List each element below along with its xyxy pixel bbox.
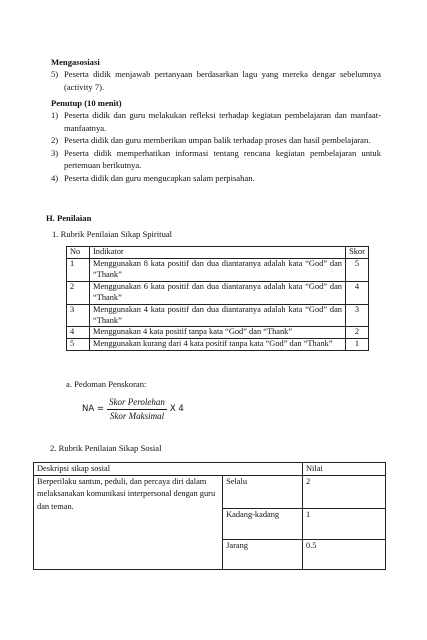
list-item-text: Peserta didik dan guru memberikan umpan balik terhadap proses dan hasil pembelajaran. xyxy=(64,135,371,146)
cell-indikator: Menggunakan kurang dari 4 kata positif tanpa kata “God” dan “Thank” xyxy=(90,339,346,351)
cell-skor: 3 xyxy=(346,304,369,327)
cell-skor: 2 xyxy=(346,327,369,339)
cell-indikator: Menggunakan 4 kata positif tanpa kata “God” dan “Thank” xyxy=(90,327,346,339)
table-header-row xyxy=(34,463,386,476)
formula-denominator: Skor Maksimal xyxy=(109,411,165,422)
list-item-text: Peserta didik memperhatikan informasi tentang rencana kegiatan pembelajaran untuk pertemuan berikutnya. xyxy=(64,147,381,171)
table-row xyxy=(67,339,369,351)
header-nilai: Nilai xyxy=(303,463,386,476)
list-item-number: 2) xyxy=(51,135,59,146)
list-item xyxy=(51,172,381,184)
spiritual-rubric-table xyxy=(66,246,369,351)
list-item-text: Peserta didik dan guru mengucapkan salam perpisahan. xyxy=(64,172,255,183)
cell-skor: 1 xyxy=(346,339,369,351)
rubric1-title: 1. Rubrik Penilaian Sikap Spiritual xyxy=(52,229,173,239)
list-item xyxy=(51,68,381,93)
cell-no: 5 xyxy=(67,339,90,351)
list-item xyxy=(51,134,381,146)
penilaian-heading: H. Penilaian xyxy=(46,213,92,223)
cell-frequency: Kadang-kadang xyxy=(223,509,303,540)
penutup-section xyxy=(51,97,381,184)
formula-rhs: X 4 xyxy=(169,404,184,415)
table-row xyxy=(34,476,386,509)
table-row xyxy=(67,258,369,281)
list-item-number: 1) xyxy=(51,110,59,121)
cell-frequency: Selalu xyxy=(223,476,303,509)
table-row xyxy=(67,281,369,304)
header-skor: Skor xyxy=(346,247,369,259)
cell-skor: 5 xyxy=(346,258,369,281)
mengasosiasi-section xyxy=(51,56,381,93)
formula-fraction xyxy=(107,396,167,423)
penutup-heading: Penutup (10 menit) xyxy=(51,98,122,108)
cell-indikator: Menggunakan 8 kata positif dan dua diantaranya adalah kata “God” dan “Thank” xyxy=(90,258,346,281)
cell-indikator: Menggunakan 4 kata positif dan dua diantaranya adalah kata “God” dan “Thank” xyxy=(90,304,346,327)
header-deskripsi: Deskripsi sikap sosial xyxy=(34,463,303,476)
header-no: No xyxy=(67,247,90,259)
cell-no: 3 xyxy=(67,304,90,327)
list-item xyxy=(51,109,381,134)
list-item-number: 4) xyxy=(51,172,59,183)
score-formula xyxy=(82,396,184,423)
table-header-row xyxy=(67,247,369,259)
header-indikator: Indikator xyxy=(90,247,346,259)
cell-no: 4 xyxy=(67,327,90,339)
cell-indikator: Menggunakan 6 kata positif dan dua diantaranya adalah kata “God” dan “Thank” xyxy=(90,281,346,304)
list-item-number: 5) xyxy=(51,69,59,80)
cell-frequency: Jarang xyxy=(223,540,303,570)
cell-nilai: 0.5 xyxy=(303,540,386,570)
formula-lhs: NA = xyxy=(82,404,104,415)
list-item-number: 3) xyxy=(51,147,59,158)
list-item-text: Peserta didik menjawab pertanyaan berdasarkan lagu yang mereka dengar sebelumnya (activity 7). xyxy=(64,69,381,92)
social-rubric-table xyxy=(33,462,386,570)
list-item-text: Peserta didik dan guru melakukan refleksi terhadap kegiatan pembelajaran dan manfaat-manfaatnya. xyxy=(64,110,381,133)
cell-nilai: 2 xyxy=(303,476,386,509)
cell-nilai: 1 xyxy=(303,509,386,540)
list-item xyxy=(51,147,381,172)
table-row xyxy=(67,327,369,339)
formula-numerator: Skor Perolehan xyxy=(107,396,167,410)
cell-deskripsi: Berperilaku santun, peduli, dan percaya diri dalam melaksanakan komunikasi interpersonal dengan guru dan teman. xyxy=(34,476,223,570)
cell-skor: 4 xyxy=(346,281,369,304)
rubric2-title: 2. Rubrik Penilaian Sikap Sosial xyxy=(50,443,162,453)
table-row xyxy=(67,304,369,327)
cell-no: 2 xyxy=(67,281,90,304)
cell-no: 1 xyxy=(67,258,90,281)
mengasosiasi-heading: Mengasosiasi xyxy=(51,57,100,67)
pedoman-title: a. Pedoman Penskoran: xyxy=(66,379,147,389)
